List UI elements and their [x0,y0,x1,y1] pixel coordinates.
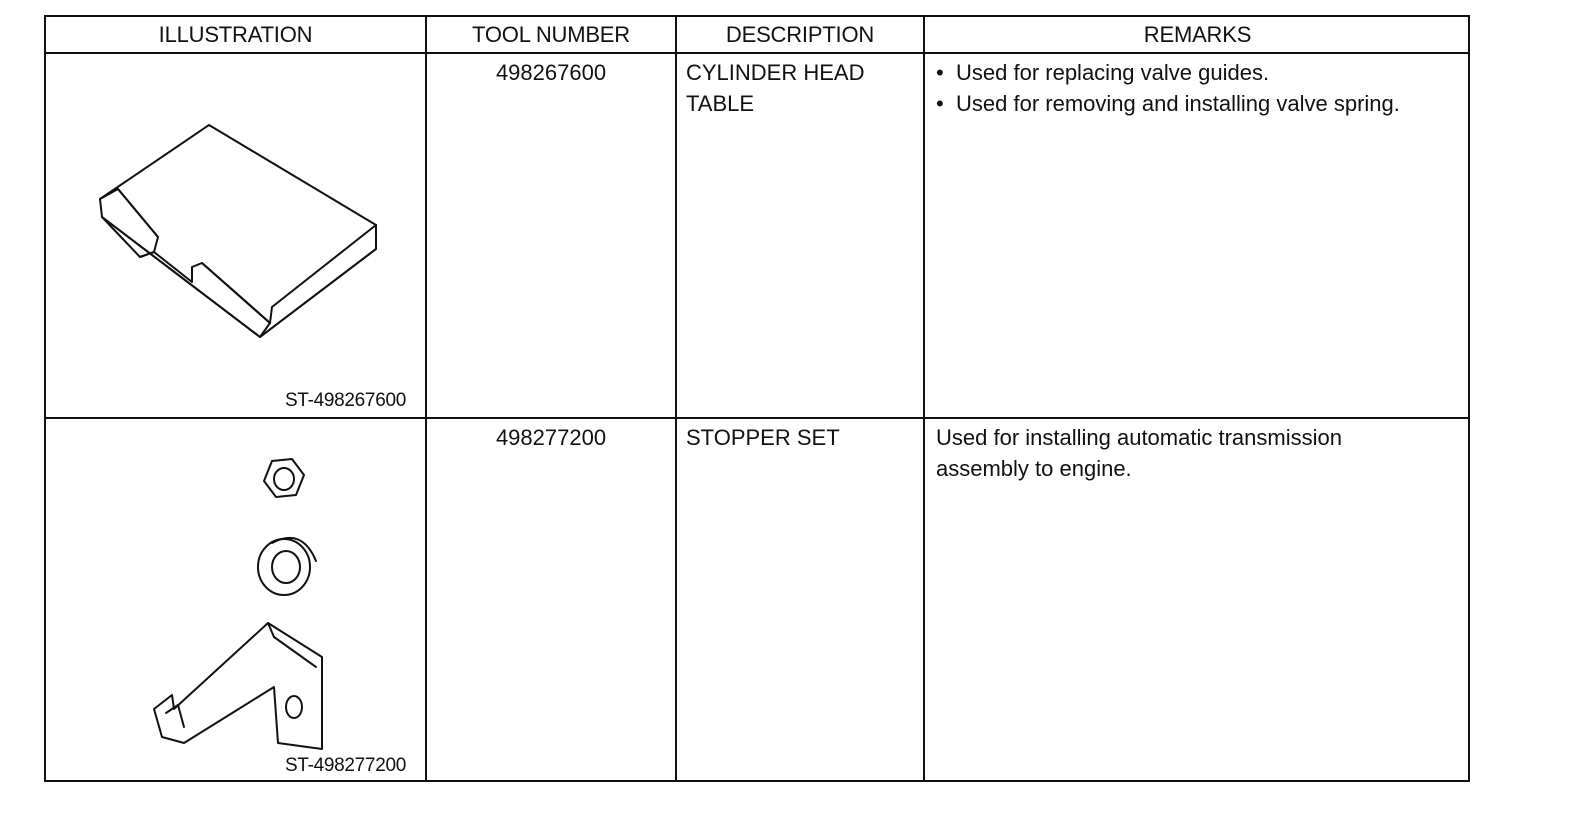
stopper-set-icon [144,457,334,757]
remarks-bullet: • Used for replacing valve guides. [932,57,1472,88]
cylinder-head-table-icon [92,117,382,357]
column-divider [675,17,677,780]
header-divider [46,52,1468,54]
header-description: DESCRIPTION [725,22,875,47]
remarks-list [932,57,1472,119]
remarks-text [936,422,1466,484]
column-divider [425,17,427,780]
description-line: TABLE [686,91,755,116]
column-divider [923,17,925,780]
tool-number: 498267600 [495,60,607,85]
header-remarks: REMARKS [1143,22,1252,47]
description [686,57,916,119]
description-line: CYLINDER HEAD [686,60,865,85]
illustration-label: ST-498277200 [284,755,406,776]
header-tool-number: TOOL NUMBER [472,22,630,47]
special-tools-table [44,15,1470,782]
remarks-line: Used for installing automatic transmission [936,425,1342,450]
header-illustration: ILLUSTRATION [158,22,313,47]
description [686,422,916,453]
remarks-line: assembly to engine. [936,456,1132,481]
remarks-bullet: • Used for removing and installing valve spring. [932,88,1472,119]
description-line: STOPPER SET [686,425,840,450]
illustration-label: ST-498267600 [284,390,406,411]
row-divider [46,417,1468,419]
tool-number: 498277200 [495,425,607,450]
